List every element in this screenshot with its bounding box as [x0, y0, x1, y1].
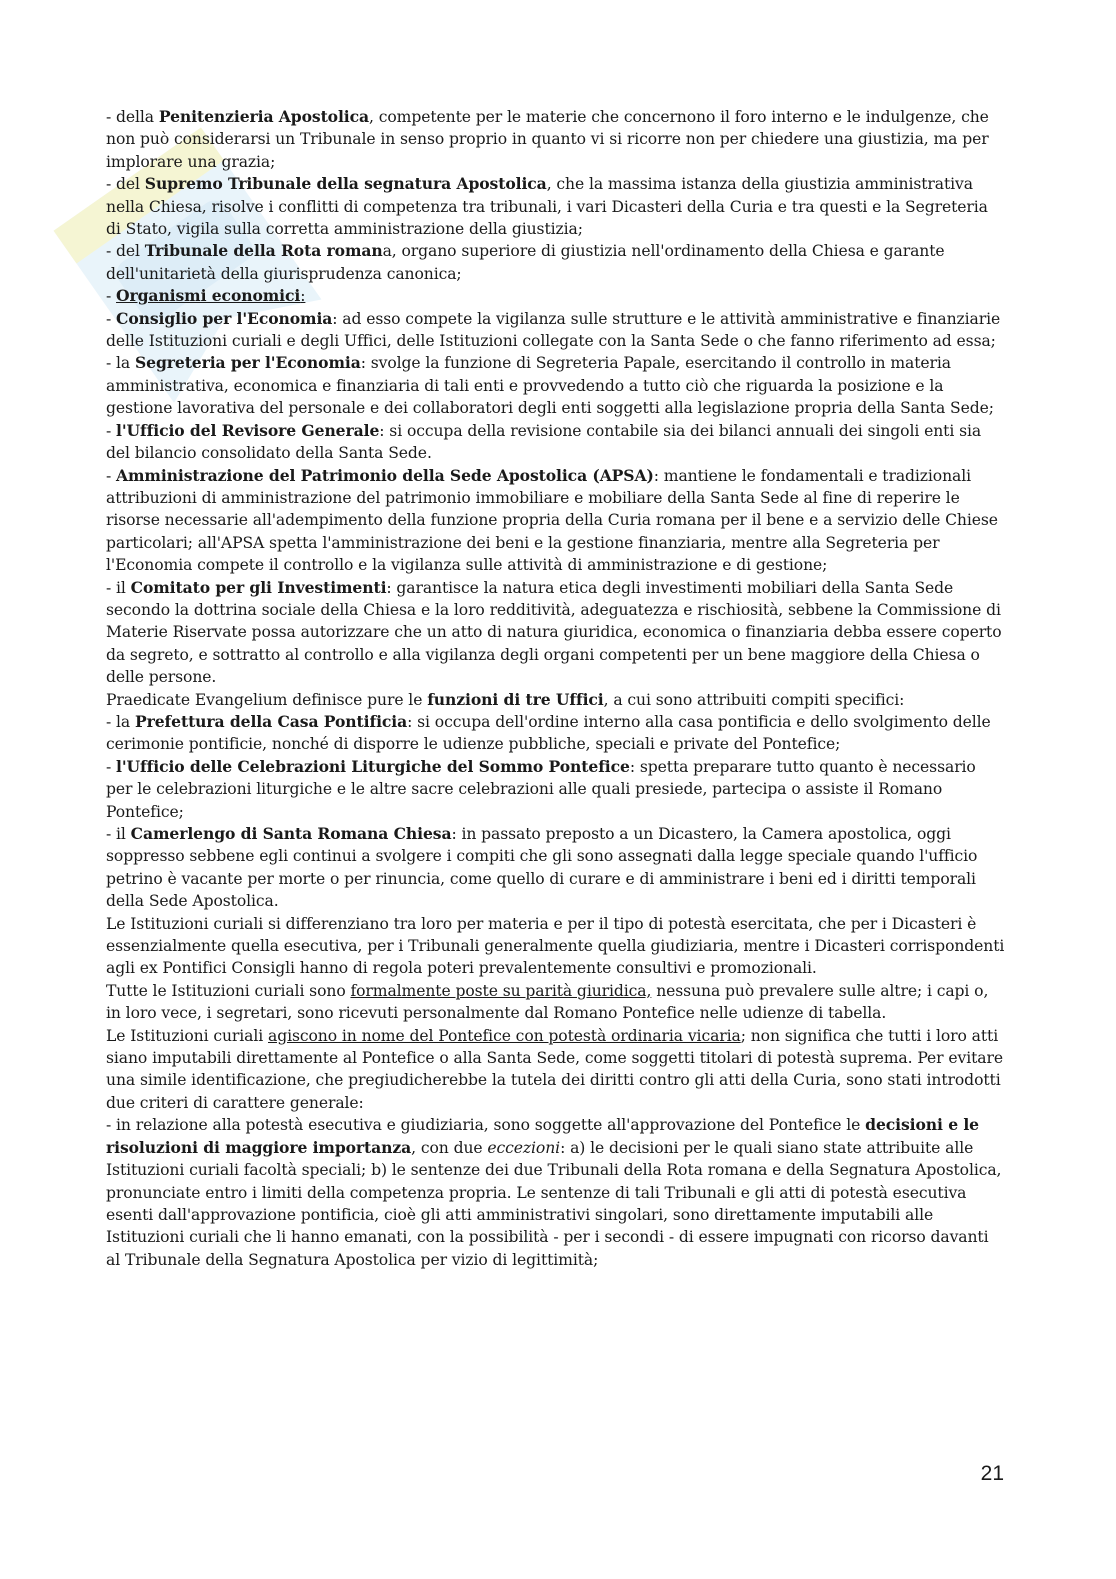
text-run: : si occupa dell'ordine interno alla casa pontificia e dello svolgimento delle cerimonie pontificie, nonché di disporre le udienze pubbliche, speciali e private del Pontefice;: [106, 712, 991, 754]
text-run: - della: [106, 108, 159, 126]
text-run: nessuna può prevalere sulle altre; i capi o, in loro vece, i segretari, sono ricevuti personalmente dal Romano Pontefice nelle udienze di tabella.: [106, 981, 989, 1023]
paragraph-p10: [106, 689, 1006, 711]
text-run: - la: [106, 712, 135, 731]
underlined-phrase: agiscono in nome del Pontefice con potestà ordinaria vicaria: [268, 1026, 741, 1045]
paragraph-p12: [106, 756, 1006, 823]
paragraph-p9: [106, 577, 1006, 689]
bold-term: Tribunale della Rota roman: [144, 241, 383, 261]
text-run: , a cui sono attribuiti compiti specifici:: [603, 690, 905, 709]
text-run: - il: [106, 578, 131, 597]
text-run: : si occupa della revisione contabile sia dei bilanci annuali dei singoli enti sia del bilancio consolidato della Santa Sede.: [106, 421, 982, 463]
text-run: -: [106, 466, 117, 485]
paragraph-p8: [106, 465, 1006, 577]
text-run: : garantisce la natura etica degli investimenti mobiliari della Santa Sede secondo la dottrina sociale della Chiesa e la loro redditività, adeguatezza e rischiosità, sebbene la Commissione di Materie Riservate possa autorizzare che un atto di natura giuridica, economica o finanziaria debba essere coperto da segreto, e sottratto al controllo e alla vigilanza degli organi competenti per un bene maggiore della Chiesa o delle persone.: [106, 578, 1002, 687]
paragraph-p2: [106, 173, 1006, 240]
paragraph-p3: [106, 240, 1006, 285]
bold-term: Prefettura della Casa Pontificia: [134, 711, 408, 731]
text-run: - in relazione alla potestà esecutiva e giudiziaria, sono soggette all'approvazione del Pontefice le: [106, 1116, 866, 1135]
text-run: : in passato preposto a un Dicastero, la Camera apostolica, oggi soppresso sebbene egli continui a svolgere i compiti che gli sono assegnati dalla legge speciale quando l'ufficio petrino è vacante per morte o per rinuncia, come quello di curare e di amministrare i beni ed i diritti temporali della Sede Apostolica.: [106, 825, 978, 911]
paragraph-p13: [106, 823, 1006, 913]
text-run: : mantiene le fondamentali e tradizionali attribuzioni di amministrazione del patrimonio immobiliare e mobiliare della Santa Sede al fine di reperire le risorse necessarie all'adempimento della funzione propria della Curia romana per il bene e a servizio delle Chiese particolari; all'APSA spetta l'amministrazione dei beni e la gestione finanziaria, mentre alla Segreteria per l'Economia compete il controllo e la vigilanza sulle attività di amministrazione e di gestione;: [106, 466, 998, 575]
text-run: Praedicate Evangelium definisce pure le: [106, 690, 428, 709]
text-run: -: [106, 287, 117, 306]
text-run: -: [106, 309, 117, 328]
underlined-heading: Organismi economici: [116, 286, 301, 306]
bold-term: Consiglio per l'Economia: [116, 308, 333, 328]
text-run: Le Istituzioni curiali: [106, 1026, 268, 1045]
underlined-phrase: formalmente poste su parità giuridica,: [350, 981, 652, 1000]
underlined-phrase: :: [300, 287, 306, 306]
text-run: Tutte le Istituzioni curiali sono: [106, 981, 351, 1000]
document-body: [106, 106, 1006, 1271]
paragraph-p7: [106, 420, 1006, 465]
paragraph-p6: [106, 352, 1006, 419]
bold-term: Amministrazione del Patrimonio della Sede Apostolica (APSA): [116, 465, 654, 485]
text-run: - la: [106, 354, 135, 373]
italic-term: eccezioni: [487, 1138, 561, 1157]
text-run: - del: [106, 175, 145, 194]
bold-term: funzioni di tre Uffici: [427, 689, 604, 709]
bold-term: Comitato per gli Investimenti: [130, 577, 387, 597]
paragraph-p14: [106, 913, 1006, 980]
text-run: : spetta preparare tutto quanto è necessario per le celebrazioni liturgiche e le altre sacre celebrazioni alle quali presiede, partecipa o assiste il Romano Pontefice;: [106, 757, 976, 821]
text-run: , che la massima istanza della giustizia amministrativa nella Chiesa, risolve i conflitti di competenza tra tribunali, i vari Dicasteri della Curia e tra questi e la Segreteria di Stato, vigila sulla corretta amministrazione della giustizia;: [106, 175, 988, 239]
paragraph-p11: [106, 711, 1006, 756]
text-run: : a) le decisioni per le quali siano state attribuite alle Istituzioni curiali facoltà speciali; b) le sentenze dei due Tribunali della Rota romana e della Segnatura Apostolica, pronunciate entro i limiti della competenza propria. Le sentenze di tali Tribunali e gli atti di potestà esecutiva esenti dall'approvazione pontificia, cioè gli atti amministrativi singolari, sono direttamente imputabili alle Istituzioni curiali che li hanno emanati, con la possibilità - per i secondi - di essere impugnati con ricorso davanti al Tribunale della Segnatura Apostolica per vizio di legittimità;: [106, 1138, 1002, 1269]
text-run: : svolge la funzione di Segreteria Papale, esercitando il controllo in materia amministrativa, economica e finanziaria di tali enti e provvedendo a tutto ciò che riguarda la posizione e la gestione lavorativa del personale e dei collaboratori degli enti soggetti alla legislazione propria della Santa Sede;: [106, 354, 994, 418]
bold-term: decisioni e le risoluzioni di maggiore importanza: [106, 1115, 979, 1157]
bold-term: Camerlengo di Santa Romana Chiesa: [130, 824, 452, 843]
text-run: -: [106, 421, 117, 440]
paragraph-p17: [106, 1114, 1006, 1271]
bold-term: Segreteria per l'Economia: [134, 353, 361, 373]
paragraph-p5: [106, 308, 1006, 353]
text-run: - il: [106, 825, 131, 843]
paragraph-p1: [106, 106, 1006, 173]
bold-term: Supremo Tribunale della segnatura Apostolica: [144, 174, 547, 194]
text-run: ; non significa che tutti i loro atti siano imputabili direttamente al Pontefice o alla Santa Sede, come soggetti titolari di potestà suprema. Per evitare una simile identificazione, che pregiudicherebbe la tutela dei diritti contro gli atti della Curia, sono stati introdotti due criteri di carattere generale:: [106, 1026, 1003, 1112]
text-run: a, organo superiore di giustizia nell'ordinamento della Chiesa e garante dell'unitarietà della giurisprudenza canonica;: [106, 242, 945, 283]
paragraph-p16: [106, 1025, 1006, 1115]
text-run: , competente per le materie che concernono il foro interno e le indulgenze, che non può considerarsi un Tribunale in senso proprio in quanto vi si ricorre non per chiedere una giustizia, ma per implorare una grazia;: [106, 108, 989, 171]
text-run: Le Istituzioni curiali si differenziano tra loro per materia e per il tipo di potestà esercitata, che per i Dicasteri è essenzialmente quella esecutiva, per i Tribunali generalmente quella giudiziaria, mentre i Dicasteri corrispondenti agli ex Pontifici Consigli hanno di regola poteri prevalentemente consultivi e promozionali.: [106, 914, 1005, 978]
text-run: -: [106, 757, 117, 776]
paragraph-p4: [106, 285, 1006, 307]
text-run: - del: [106, 242, 145, 261]
text-run: , con due: [411, 1138, 488, 1157]
bold-term: l'Ufficio del Revisore Generale: [116, 420, 380, 440]
paragraph-p15: [106, 980, 1006, 1025]
page-number: 21: [980, 1462, 1004, 1485]
bold-term: Penitenzieria Apostolica: [158, 107, 370, 126]
bold-term: l'Ufficio delle Celebrazioni Liturgiche del Sommo Pontefice: [116, 756, 630, 776]
text-run: : ad esso compete la vigilanza sulle strutture e le attività amministrative e finanziarie delle Istituzioni curiali e degli Uffici, delle Istituzioni collegate con la Santa Sede o che fanno riferimento ad essa;: [106, 309, 1001, 351]
